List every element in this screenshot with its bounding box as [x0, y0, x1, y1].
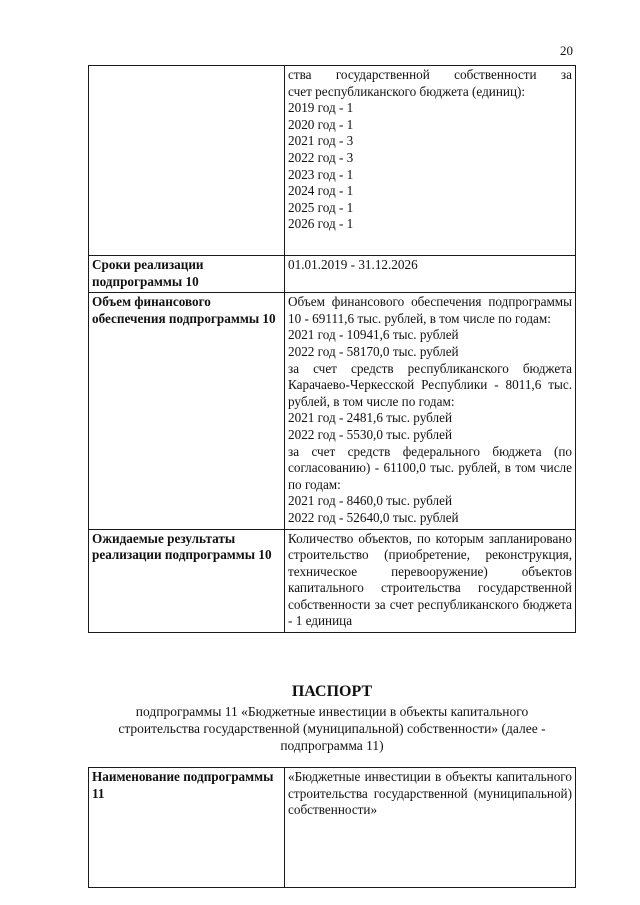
text-line: 2022 год - 5530,0 тыс. рублей — [288, 426, 453, 442]
text-line: 2022 год - 58170,0 тыс. рублей — [288, 343, 459, 359]
text-line: 2023 год - 1 — [288, 166, 354, 182]
text-line: ства государственной собственности за — [288, 67, 572, 82]
text-line: 2021 год - 8460,0 тыс. рублей — [288, 493, 453, 509]
text-line: 2022 год - 52640,0 тыс. рублей — [288, 509, 459, 525]
row-value — [285, 768, 576, 888]
table-row — [89, 66, 576, 256]
row-label: Наименование подпрограммы 11 — [89, 768, 285, 888]
row-value — [285, 529, 576, 633]
text-line: 2024 год - 1 — [288, 183, 354, 199]
passport-subtitle: подпрограммы 11 «Бюджетные инвестиции в объекты капитального строительства государственной (муниципальной) собственности» (далее - подпрограмма 11) — [118, 704, 546, 753]
row-label: Объем финансового обеспечения подпрограммы 10 — [89, 293, 285, 529]
text-line: 2025 год - 1 — [288, 199, 354, 215]
row-label: Сроки реализации подпрограммы 10 — [89, 256, 285, 293]
text-line: «Бюджетные инвестиции в объекты капитального строительства государственной (муниципальной) собственности» — [288, 769, 572, 818]
text-line: 2021 год - 2481,6 тыс. рублей — [288, 410, 453, 426]
table-row — [89, 256, 576, 293]
passport-title: ПАСПОРТ — [291, 683, 373, 700]
page-number: 20 — [560, 43, 573, 58]
text-line: 2022 год - 3 — [288, 149, 354, 165]
row-value — [285, 66, 576, 256]
subprogram-11-passport-table — [88, 767, 576, 888]
text-line: 2021 год - 10941,6 тыс. рублей — [288, 327, 459, 343]
table-row — [89, 529, 576, 633]
row-label: Ожидаемые результаты реализации подпрограммы 10 — [89, 529, 285, 633]
text-line: Количество объектов, по которым запланировано строительство (приобретение, реконструкция, техническое перевооружение) объектов капитального строительства государственной собственности за счет республиканского бюджета - 1 единица — [288, 530, 572, 629]
text-line: Объем финансового обеспечения подпрограммы 10 - 69111,6 тыс. рублей, в том числе по годам: — [288, 294, 572, 326]
row-value — [285, 256, 576, 293]
text-line: за счет средств республиканского бюджета Карачаево-Черкесской Республики - 8011,6 тыс. рублей, в том числе по годам: — [288, 360, 572, 409]
text-line: 01.01.2019 - 31.12.2026 — [288, 257, 418, 272]
row-label — [89, 66, 285, 256]
text-line: за счет средств федерального бюджета (по согласованию) - 61100,0 тыс. рублей, в том числе по годам: — [288, 443, 572, 492]
table-row — [89, 293, 576, 529]
text-line: 2019 год - 1 — [288, 100, 354, 116]
subprogram-10-passport-table — [88, 65, 576, 633]
text-line: 2020 год - 1 — [288, 116, 354, 132]
text-line: 2026 год - 1 — [288, 216, 354, 232]
text-line: 2021 год - 3 — [288, 133, 354, 149]
text-line: счет республиканского бюджета (единиц): — [288, 83, 526, 99]
table-row — [89, 768, 576, 888]
row-value — [285, 293, 576, 529]
